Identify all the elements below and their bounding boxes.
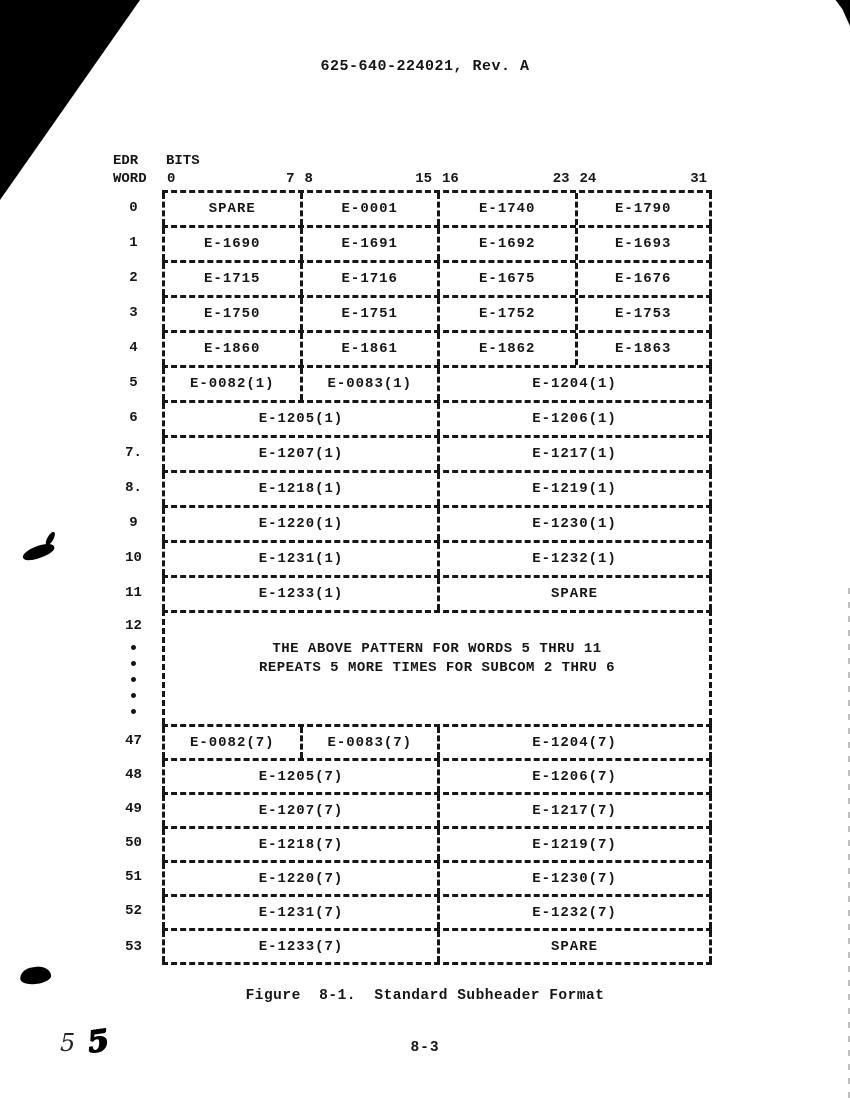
word-label: 10 bbox=[125, 549, 142, 566]
word-label: 9 bbox=[129, 514, 138, 531]
table-cell: E-1740 bbox=[437, 193, 575, 225]
ellipsis-dot bbox=[131, 693, 136, 698]
table-cell: E-1220(1) bbox=[162, 508, 437, 540]
word-label: 49 bbox=[125, 801, 142, 817]
bit-number: 31 bbox=[690, 171, 707, 187]
handwritten-mark bbox=[60, 1022, 112, 1061]
table-cell: E-1232(1) bbox=[437, 543, 712, 575]
table-cell: E-1230(7) bbox=[437, 863, 712, 894]
row-cells bbox=[162, 792, 712, 826]
word-label: 8. bbox=[125, 479, 142, 496]
table-cell: E-0083(1) bbox=[300, 368, 438, 400]
row-cells bbox=[162, 575, 712, 610]
row-cells bbox=[162, 505, 712, 540]
table-row bbox=[105, 295, 712, 330]
document-number: 625-640-224021, Rev. A bbox=[320, 58, 530, 75]
repeat-pattern-note bbox=[162, 610, 712, 724]
table-cell: E-1863 bbox=[575, 333, 713, 365]
table-row bbox=[105, 400, 712, 435]
table-cell: E-1675 bbox=[437, 263, 575, 295]
row-cells bbox=[162, 894, 712, 928]
table-cell: E-1862 bbox=[437, 333, 575, 365]
handwritten-five-light: 5 bbox=[60, 1029, 76, 1057]
subheader-format-table bbox=[105, 152, 712, 965]
ellipsis-dot bbox=[131, 709, 136, 714]
table-cell: SPARE bbox=[162, 193, 300, 225]
handwritten-five-dark: 5 bbox=[86, 1022, 112, 1061]
table-body bbox=[105, 190, 712, 965]
table-cell: E-1205(1) bbox=[162, 403, 437, 435]
table-cell: E-1233(1) bbox=[162, 578, 437, 610]
figure-caption: Figure 8-1. Standard Subheader Format bbox=[245, 988, 605, 1004]
word-label: 50 bbox=[125, 835, 142, 851]
table-cell: E-1231(1) bbox=[162, 543, 437, 575]
row-cells bbox=[162, 928, 712, 965]
word-label-header: WORD bbox=[113, 171, 147, 187]
table-cell: E-1233(7) bbox=[162, 931, 437, 962]
table-row bbox=[105, 225, 712, 260]
table-cell: E-1790 bbox=[575, 193, 713, 225]
table-row bbox=[105, 860, 712, 894]
table-cell: E-1231(7) bbox=[162, 897, 437, 928]
row-cells bbox=[162, 400, 712, 435]
table-row bbox=[105, 190, 712, 225]
ink-blob-left-bottom bbox=[19, 965, 52, 986]
table-cell: E-1219(7) bbox=[437, 829, 712, 860]
table-cell: E-0083(7) bbox=[300, 727, 438, 758]
ellipsis-dot bbox=[131, 661, 136, 666]
word-label: 51 bbox=[125, 869, 142, 885]
table-cell: E-1232(7) bbox=[437, 897, 712, 928]
table-cell: E-1217(1) bbox=[437, 438, 712, 470]
row-cells bbox=[162, 435, 712, 470]
table-row bbox=[105, 505, 712, 540]
word-label: 12 bbox=[105, 610, 162, 724]
bit-number: 24 bbox=[579, 171, 597, 187]
table-cell: E-1715 bbox=[162, 263, 300, 295]
table-cell: E-1220(7) bbox=[162, 863, 437, 894]
table-row bbox=[105, 826, 712, 860]
table-row bbox=[105, 792, 712, 826]
bit-number: 23 bbox=[552, 171, 570, 187]
table-cell: E-1861 bbox=[300, 333, 438, 365]
row-cells bbox=[162, 540, 712, 575]
table-cell: E-1692 bbox=[437, 228, 575, 260]
table-cell: E-1230(1) bbox=[437, 508, 712, 540]
bit-number-scale bbox=[162, 170, 712, 188]
word-label: 11 bbox=[125, 584, 142, 601]
table-cell: E-1753 bbox=[575, 298, 713, 330]
table-header bbox=[105, 152, 712, 188]
table-row bbox=[105, 575, 712, 610]
word-label: 47 bbox=[125, 733, 142, 749]
row-cells bbox=[162, 365, 712, 400]
table-cell: SPARE bbox=[437, 931, 712, 962]
bit-number: 15 bbox=[415, 171, 432, 187]
row-cells bbox=[162, 225, 712, 260]
row-cells bbox=[162, 330, 712, 365]
table-cell: E-1204(1) bbox=[437, 368, 712, 400]
bit-number: 8 bbox=[304, 171, 313, 187]
word-label: 48 bbox=[125, 767, 142, 783]
table-cell: E-1690 bbox=[162, 228, 300, 260]
row-cells bbox=[162, 295, 712, 330]
table-cell: E-1207(1) bbox=[162, 438, 437, 470]
table-cell: E-1218(7) bbox=[162, 829, 437, 860]
table-cell: E-1691 bbox=[300, 228, 438, 260]
table-cell: E-0082(1) bbox=[162, 368, 300, 400]
scan-artifact-corner-topright bbox=[833, 0, 850, 26]
table-cell: E-1204(7) bbox=[437, 727, 712, 758]
bit-range-label bbox=[575, 170, 713, 188]
word-label: 3 bbox=[129, 304, 138, 321]
table-row bbox=[105, 260, 712, 295]
note-line: REPEATS 5 MORE TIMES FOR SUBCOM 2 THRU 6 bbox=[258, 659, 616, 676]
bit-number: 7 bbox=[286, 171, 295, 187]
table-row bbox=[105, 894, 712, 928]
table-cell: E-0001 bbox=[300, 193, 438, 225]
note-line: THE ABOVE PATTERN FOR WORDS 5 THRU 11 bbox=[272, 640, 602, 657]
row-cells bbox=[162, 758, 712, 792]
table-cell: E-1860 bbox=[162, 333, 300, 365]
table-cell: E-1206(7) bbox=[437, 761, 712, 792]
table-cell: E-1207(7) bbox=[162, 795, 437, 826]
table-cell: E-1218(1) bbox=[162, 473, 437, 505]
word-label: 5 bbox=[129, 374, 138, 391]
table-cell: E-1205(7) bbox=[162, 761, 437, 792]
row-cells bbox=[162, 860, 712, 894]
table-row bbox=[105, 470, 712, 505]
edr-label: EDR bbox=[113, 153, 139, 169]
table-row bbox=[105, 330, 712, 365]
table-row bbox=[105, 724, 712, 758]
bits-header bbox=[162, 152, 712, 188]
table-cell: E-1750 bbox=[162, 298, 300, 330]
bits-label: BITS bbox=[166, 153, 200, 169]
row-cells bbox=[162, 190, 712, 225]
ellipsis-dot bbox=[131, 677, 136, 682]
edr-word-header bbox=[105, 152, 162, 188]
bit-number: 0 bbox=[167, 171, 176, 187]
table-cell: SPARE bbox=[437, 578, 712, 610]
table-row bbox=[105, 610, 712, 724]
word-label: 1 bbox=[129, 234, 138, 251]
table-row bbox=[105, 365, 712, 400]
bit-range-label bbox=[437, 170, 575, 188]
word-label: 53 bbox=[125, 938, 142, 955]
word-label: 6 bbox=[129, 409, 138, 426]
table-row bbox=[105, 928, 712, 965]
table-cell: E-1752 bbox=[437, 298, 575, 330]
word-label: 4 bbox=[129, 339, 138, 356]
ellipsis-dot bbox=[131, 645, 136, 650]
table-row bbox=[105, 758, 712, 792]
bit-range-label bbox=[162, 170, 300, 188]
bit-range-label bbox=[300, 170, 438, 188]
table-cell: E-1693 bbox=[575, 228, 713, 260]
row-cells bbox=[162, 260, 712, 295]
table-cell: E-0082(7) bbox=[162, 727, 300, 758]
word-label: 52 bbox=[125, 903, 142, 919]
table-cell: E-1217(7) bbox=[437, 795, 712, 826]
table-cell: E-1219(1) bbox=[437, 473, 712, 505]
row-cells bbox=[162, 826, 712, 860]
page-number: 8-3 bbox=[410, 1040, 440, 1056]
word-label: 7. bbox=[125, 444, 142, 461]
bit-number: 16 bbox=[442, 171, 459, 187]
word-label: 2 bbox=[129, 269, 138, 286]
table-cell: E-1716 bbox=[300, 263, 438, 295]
table-row bbox=[105, 435, 712, 470]
word-label: 0 bbox=[129, 199, 138, 216]
table-cell: E-1206(1) bbox=[437, 403, 712, 435]
row-cells bbox=[162, 724, 712, 758]
row-cells bbox=[162, 470, 712, 505]
table-cell: E-1676 bbox=[575, 263, 713, 295]
table-row bbox=[105, 540, 712, 575]
table-cell: E-1751 bbox=[300, 298, 438, 330]
ink-blob-left-middle bbox=[21, 540, 56, 563]
